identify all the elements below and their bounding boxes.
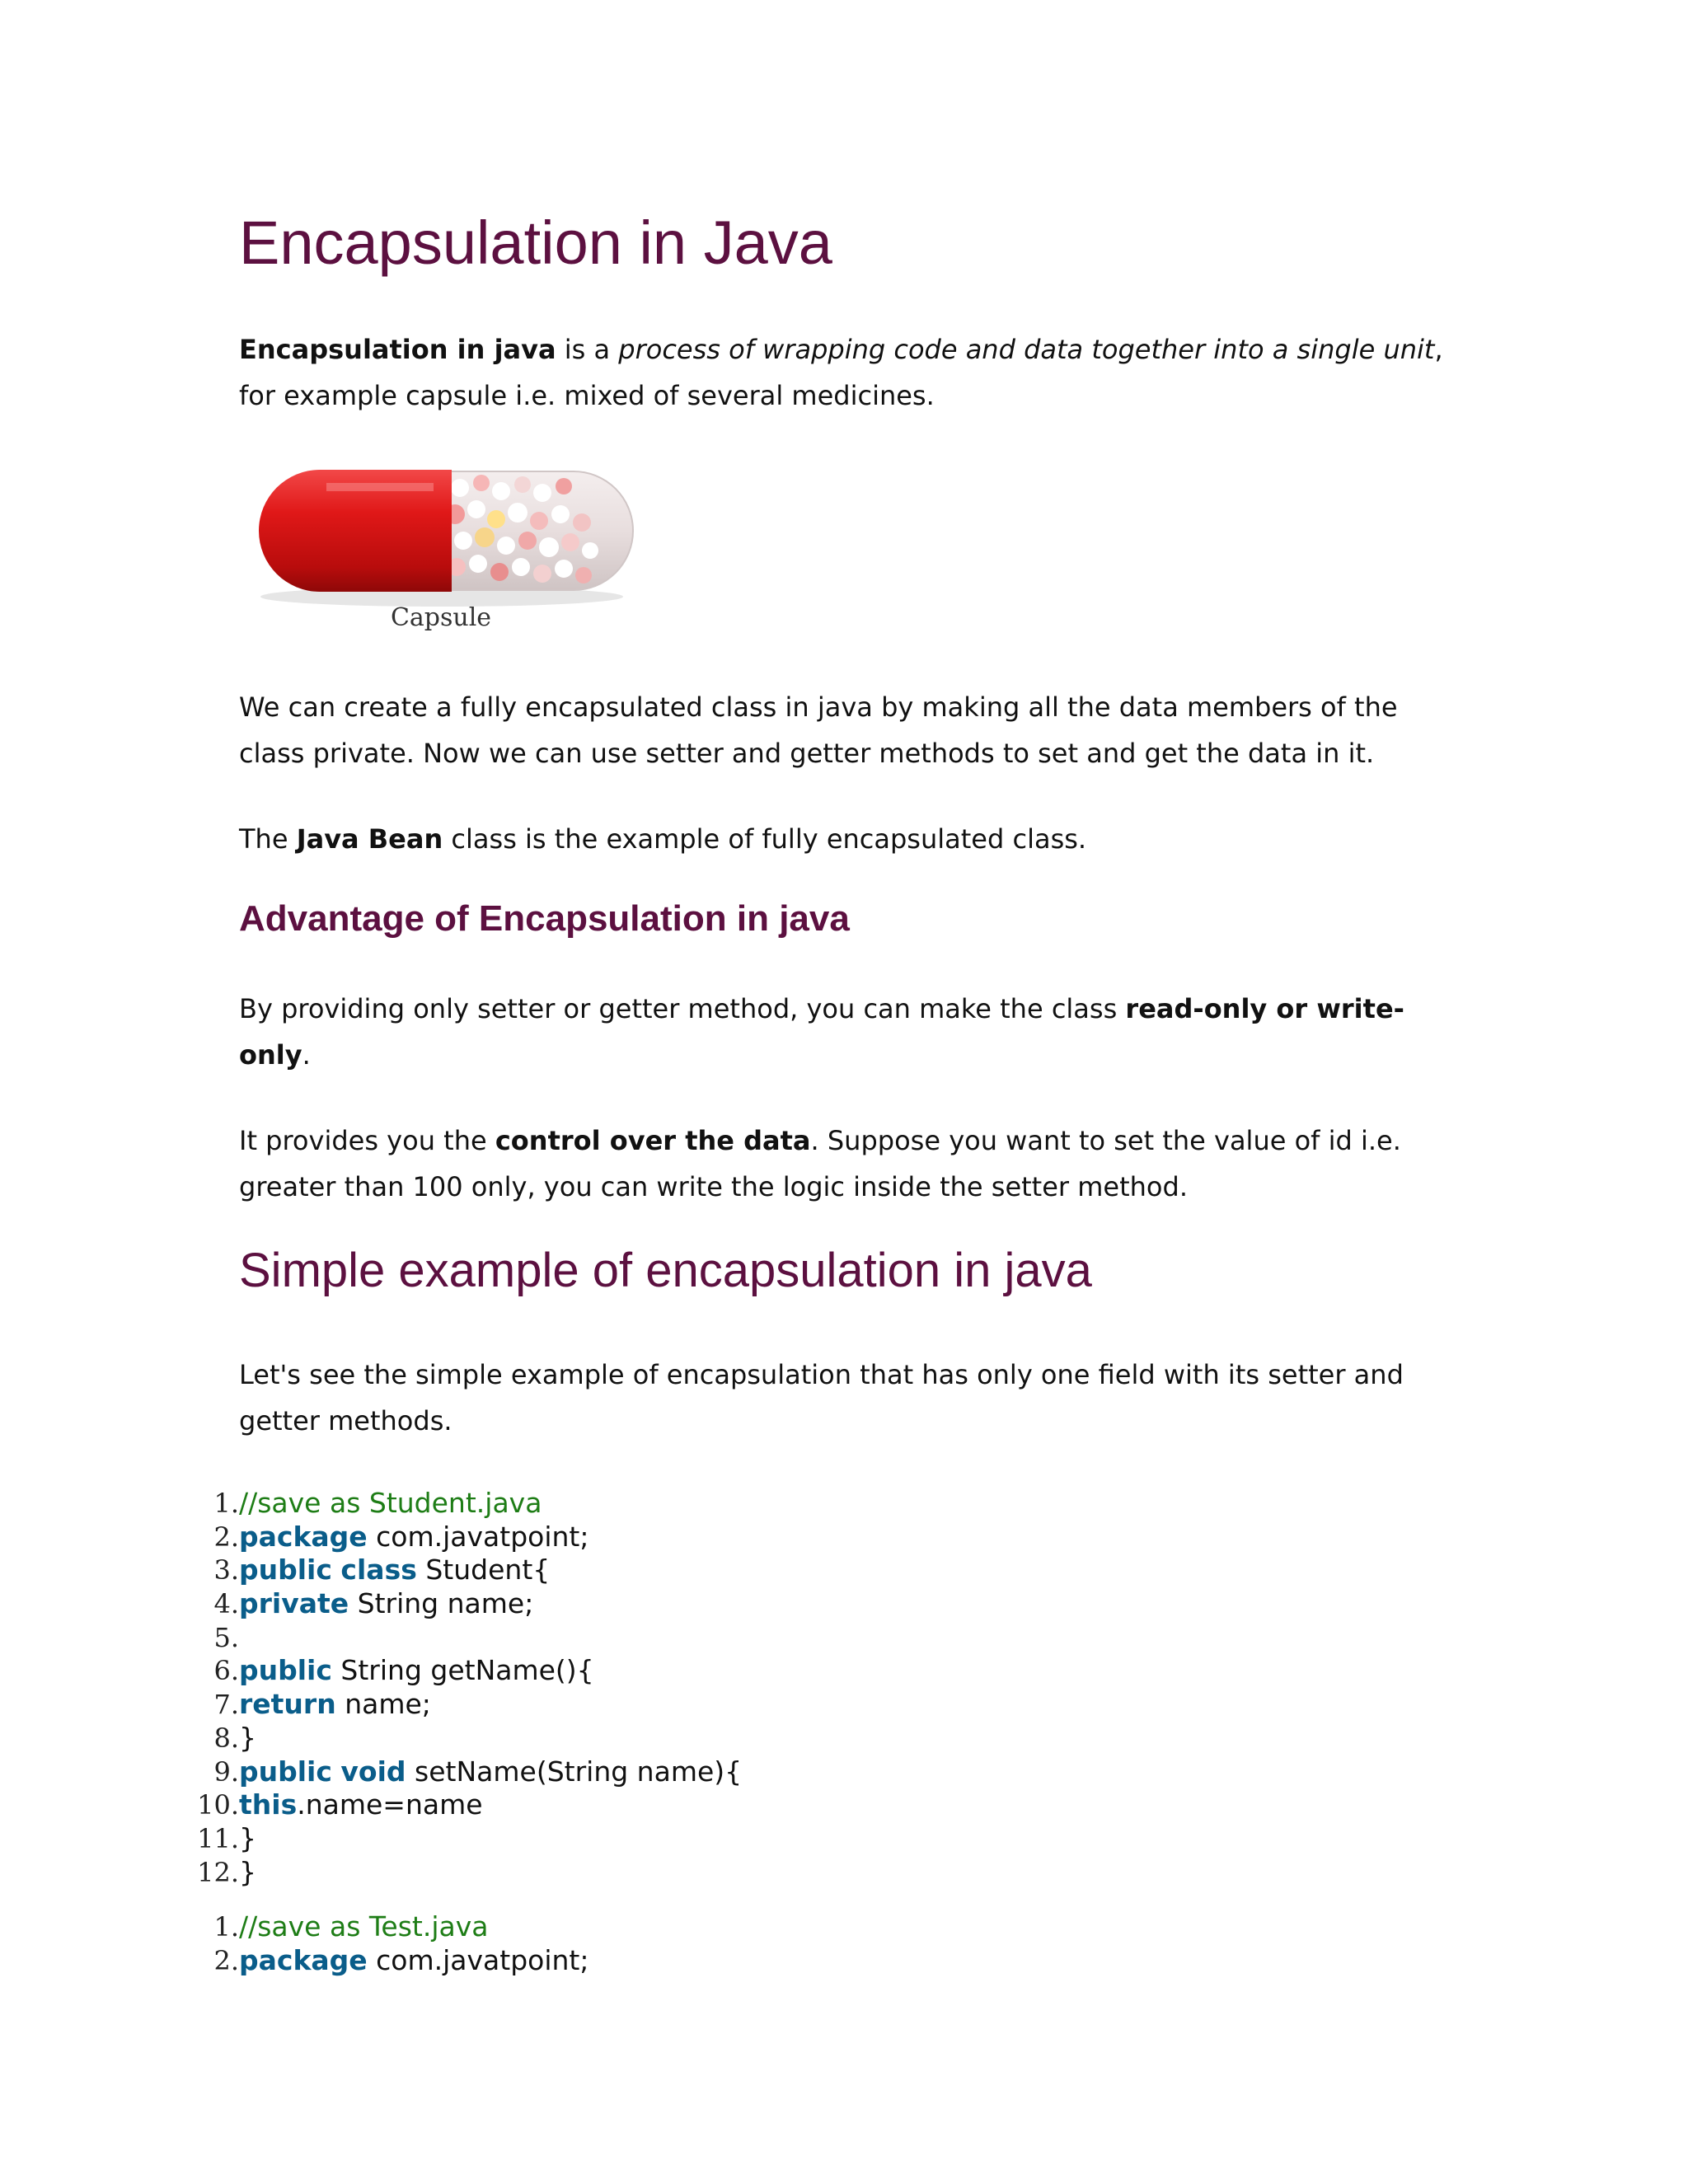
code-keyword: public [239, 1554, 332, 1586]
code-line [181, 1721, 256, 1755]
code-text [239, 1521, 589, 1554]
code-text [239, 1554, 550, 1587]
advantage-heading: Advantage of Encapsulation in java [239, 898, 850, 939]
code-line [181, 1654, 594, 1688]
code-text [239, 1722, 256, 1755]
code-token: } [239, 1721, 256, 1754]
code-line [181, 1943, 589, 1978]
code-token [332, 1755, 341, 1788]
adv2-post: . Suppose you want to set the value of id i.e. greater than 100 only, you can write the logic inside the setter method. [239, 1125, 1401, 1202]
code-line [181, 1554, 551, 1587]
line-number: 5. [213, 1621, 239, 1653]
code-line [181, 1688, 431, 1722]
capsule-illustration [244, 455, 638, 646]
code-token: .name=name [297, 1788, 483, 1821]
adv1-pre: By providing only setter or getter method, you can make the class [239, 993, 1126, 1024]
line-number: 10. [197, 1789, 239, 1821]
code-line [181, 1788, 483, 1822]
capsule-caption: Capsule [390, 603, 492, 632]
code-line [181, 1487, 542, 1521]
example-heading: Simple example of encapsulation in java [239, 1244, 1092, 1297]
line-number: 11. [197, 1822, 239, 1854]
code-text [239, 1587, 533, 1621]
code-text [239, 1755, 742, 1789]
advantage-control-paragraph [239, 1118, 1459, 1210]
line-number: 1. [213, 1488, 239, 1519]
adv2-term: control over the data [495, 1125, 811, 1156]
code-token: String getName(){ [331, 1654, 594, 1687]
intro-definition: process of wrapping code and data together into a single unit [618, 334, 1435, 365]
example-intro-paragraph: Let's see the simple example of encapsulation that has only one field with its setter and getter methods. [239, 1359, 1404, 1436]
code-line [181, 1910, 489, 1944]
java-bean-pre: The [239, 823, 297, 855]
line-number: 12. [197, 1856, 239, 1888]
line-number: 9. [213, 1755, 239, 1788]
code-keyword: public [239, 1755, 332, 1788]
line-number: 7. [213, 1689, 239, 1721]
code-token: } [239, 1855, 256, 1888]
code-text [239, 1487, 542, 1521]
adv1-post: . [302, 1039, 311, 1071]
code-token: Student{ [416, 1554, 551, 1586]
code-token: com.javatpoint; [367, 1520, 589, 1553]
adv2-pre: It provides you the [239, 1125, 495, 1156]
fully-encapsulated-paragraph: We can create a fully encapsulated class in java by making all the data members of the class private. Now we can use setter and getter methods to set and get the data in it. [239, 691, 1398, 769]
line-number: 2. [213, 1521, 239, 1553]
code-keyword: this [239, 1788, 298, 1821]
line-number: 3. [213, 1554, 239, 1586]
code-token [332, 1554, 341, 1586]
line-number: 6. [213, 1655, 239, 1687]
code-keyword: package [239, 1943, 368, 1976]
code-keyword: return [239, 1688, 336, 1721]
intro-term: Encapsulation in java [239, 334, 556, 365]
code-comment: //save as Student.java [239, 1487, 542, 1519]
code-token: setName(String name){ [406, 1755, 743, 1788]
code-text [239, 1856, 256, 1890]
code-text [239, 1822, 256, 1856]
code-line [181, 1587, 534, 1621]
line-number: 2. [213, 1944, 239, 1976]
code-comment: //save as Test.java [239, 1910, 489, 1943]
code-text [239, 1944, 589, 1978]
code-text [239, 1654, 594, 1688]
code-line [181, 1520, 589, 1554]
code-listing-test [181, 1910, 589, 1977]
code-text [239, 1788, 483, 1822]
code-line [181, 1621, 239, 1655]
page-title: Encapsulation in Java [239, 209, 832, 277]
line-number: 1. [213, 1911, 239, 1943]
code-text [239, 1688, 431, 1722]
capsule-image [244, 455, 638, 646]
intro-rest: , for example capsule i.e. mixed of several medicines. [239, 334, 1443, 411]
java-bean-term: Java Bean [296, 823, 443, 855]
java-bean-paragraph [239, 816, 1459, 862]
code-token: com.javatpoint; [367, 1943, 589, 1976]
line-number: 8. [213, 1722, 239, 1754]
code-keyword: package [239, 1520, 368, 1553]
code-line [181, 1755, 743, 1789]
code-keyword: void [340, 1755, 406, 1788]
line-number: 4. [213, 1588, 239, 1620]
code-token: } [239, 1821, 256, 1854]
java-bean-post: class is the example of fully encapsulated class. [443, 823, 1087, 855]
code-line [181, 1821, 256, 1856]
code-keyword: public [239, 1654, 332, 1687]
advantage-readonly-paragraph [239, 986, 1459, 1078]
code-listing-student [181, 1487, 743, 1889]
code-token: name; [335, 1688, 431, 1721]
intro-paragraph [239, 326, 1459, 419]
code-line [181, 1855, 256, 1890]
intro-is-a: is a [556, 334, 619, 365]
code-text [239, 1910, 489, 1944]
code-keyword: class [340, 1554, 417, 1586]
code-keyword: private [239, 1587, 349, 1620]
code-token: String name; [349, 1587, 534, 1620]
adv1-term: read-only or write-only [239, 993, 1404, 1071]
